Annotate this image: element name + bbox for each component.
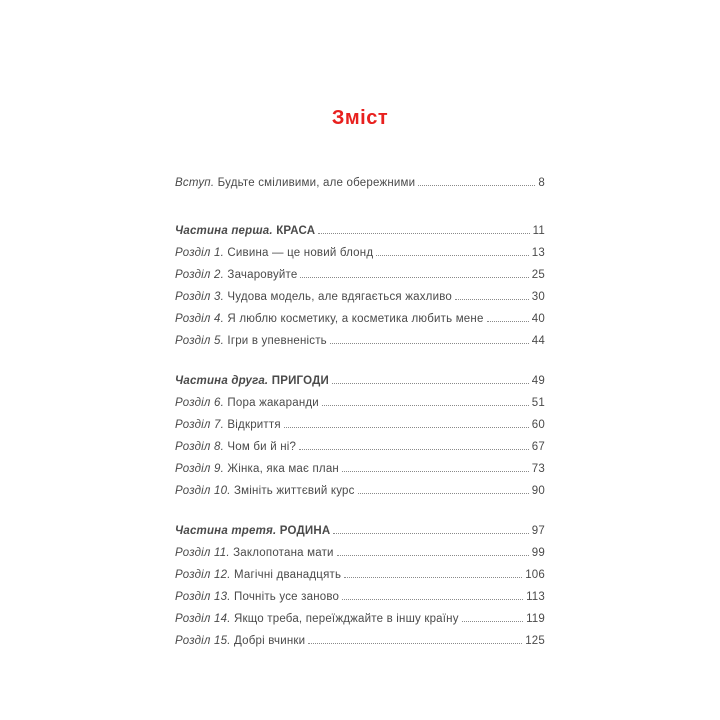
page-number: 13: [531, 247, 545, 259]
entry-title: Пора жакаранди: [227, 397, 319, 409]
entry-title: Змініть життєвий курс: [234, 485, 355, 497]
dot-leader: [308, 643, 522, 644]
entry-prefix: Розділ 9.: [175, 463, 225, 475]
dot-leader: [342, 471, 529, 472]
dot-leader: [418, 185, 535, 186]
entry-prefix: Розділ 11.: [175, 547, 230, 559]
entry-label: [175, 242, 373, 264]
entry-label: [175, 480, 355, 502]
page-number: 30: [531, 291, 545, 303]
page-number: 49: [531, 375, 545, 387]
page-number: 44: [531, 335, 545, 347]
entry-prefix: Розділ 7.: [175, 419, 225, 431]
toc-entry: [175, 586, 545, 608]
entry-title: Почніть усе заново: [234, 591, 340, 603]
toc-entry: [175, 308, 545, 330]
dot-leader: [330, 343, 529, 344]
toc-entry: [175, 242, 545, 264]
page-number: 106: [525, 569, 545, 581]
entry-title: Заклопотана мати: [233, 547, 334, 559]
entry-label: [175, 286, 452, 308]
dot-leader: [344, 577, 522, 578]
toc-page: [175, 0, 545, 652]
part-name: Частина перша.: [175, 225, 273, 237]
dot-leader: [342, 599, 523, 600]
entry-title: Ігри в упевненість: [227, 335, 327, 347]
toc-entry: [175, 564, 545, 586]
toc-section-3: [175, 520, 545, 652]
toc-entry: [175, 608, 545, 630]
entry-prefix: Розділ 4.: [175, 313, 225, 325]
entry-title: Зачаровуйте: [227, 269, 298, 281]
part-name: Частина друга.: [175, 375, 269, 387]
dot-leader: [337, 555, 529, 556]
toc-entry: [175, 480, 545, 502]
toc-entry-intro: [175, 172, 545, 194]
dot-leader: [455, 299, 529, 300]
page-number: 11: [532, 225, 545, 237]
entry-prefix: Розділ 12.: [175, 569, 231, 581]
page-number: 97: [531, 525, 545, 537]
toc-entry: [175, 630, 545, 652]
entry-title: Чудова модель, але вдягається жахливо: [227, 291, 452, 303]
page-title: Зміст: [331, 107, 389, 129]
dot-leader: [284, 427, 529, 428]
entry-prefix: Розділ 10.: [175, 485, 231, 497]
entry-prefix: Розділ 1.: [175, 247, 225, 259]
toc-entry: [175, 286, 545, 308]
dot-leader: [322, 405, 529, 406]
part-title: КРАСА: [276, 225, 316, 237]
entry-label: [175, 172, 415, 194]
page-number: 125: [525, 635, 545, 647]
entry-label: [175, 414, 281, 436]
toc-entry: [175, 436, 545, 458]
page-number: 40: [531, 313, 545, 325]
toc-section-heading: [175, 370, 545, 392]
page-number: 25: [531, 269, 545, 281]
entry-label: [175, 520, 330, 542]
dot-leader: [333, 533, 528, 534]
entry-label: [175, 264, 297, 286]
entry-title: Будьте сміливими, але обережними: [217, 177, 416, 189]
entry-prefix: Розділ 3.: [175, 291, 225, 303]
toc-entry: [175, 414, 545, 436]
entry-title: Відкриття: [227, 419, 281, 431]
entry-title: Магічні дванадцять: [234, 569, 342, 581]
dot-leader: [376, 255, 529, 256]
entry-label: [175, 608, 459, 630]
entry-label: [175, 564, 341, 586]
toc-section-heading: [175, 520, 545, 542]
toc-entry: [175, 264, 545, 286]
toc-entry: [175, 392, 545, 414]
part-title: ПРИГОДИ: [271, 375, 329, 387]
entry-label: [175, 330, 327, 352]
toc-section-2: [175, 370, 545, 502]
entry-title: Чом би й ні?: [227, 441, 297, 453]
toc-entry: [175, 458, 545, 480]
entry-label: [175, 370, 329, 392]
dot-leader: [462, 621, 523, 622]
entry-label: [175, 392, 319, 414]
entry-prefix: Розділ 5.: [175, 335, 225, 347]
entry-prefix: Розділ 2.: [175, 269, 225, 281]
toc-entry: [175, 330, 545, 352]
entry-label: [175, 436, 296, 458]
entry-title: Сивина — це новий блонд: [227, 247, 374, 259]
page-number: 60: [531, 419, 545, 431]
entry-label: [175, 630, 305, 652]
part-name: Частина третя.: [175, 525, 277, 537]
entry-label: [175, 458, 339, 480]
page-number: 67: [531, 441, 545, 453]
entry-title: Я люблю косметику, а косметика любить мене: [227, 313, 484, 325]
page-number: 99: [531, 547, 545, 559]
page-number: 73: [531, 463, 545, 475]
entry-title: Якщо треба, переїжджайте в іншу країну: [234, 613, 459, 625]
toc-section-1: [175, 220, 545, 352]
toc-section-heading: [175, 220, 545, 242]
dot-leader: [299, 449, 529, 450]
page-number: 8: [538, 177, 545, 189]
entry-prefix: Вступ.: [175, 177, 215, 189]
dot-leader: [487, 321, 529, 322]
toc-entry: [175, 542, 545, 564]
dot-leader: [300, 277, 528, 278]
entry-title: Жінка, яка має план: [227, 463, 339, 475]
entry-prefix: Розділ 13.: [175, 591, 231, 603]
entry-prefix: Розділ 14.: [175, 613, 231, 625]
entry-label: [175, 586, 339, 608]
dot-leader: [358, 493, 529, 494]
entry-label: [175, 220, 315, 242]
page-number: 90: [531, 485, 545, 497]
page-number: 113: [526, 591, 545, 603]
entry-label: [175, 542, 334, 564]
part-title: РОДИНА: [279, 525, 331, 537]
page-number: 119: [526, 613, 545, 625]
page-number: 51: [531, 397, 545, 409]
entry-prefix: Розділ 15.: [175, 635, 231, 647]
entry-prefix: Розділ 6.: [175, 397, 225, 409]
dot-leader: [318, 233, 529, 234]
entry-label: [175, 308, 484, 330]
dot-leader: [332, 383, 529, 384]
entry-title: Добрі вчинки: [234, 635, 306, 647]
entry-prefix: Розділ 8.: [175, 441, 225, 453]
